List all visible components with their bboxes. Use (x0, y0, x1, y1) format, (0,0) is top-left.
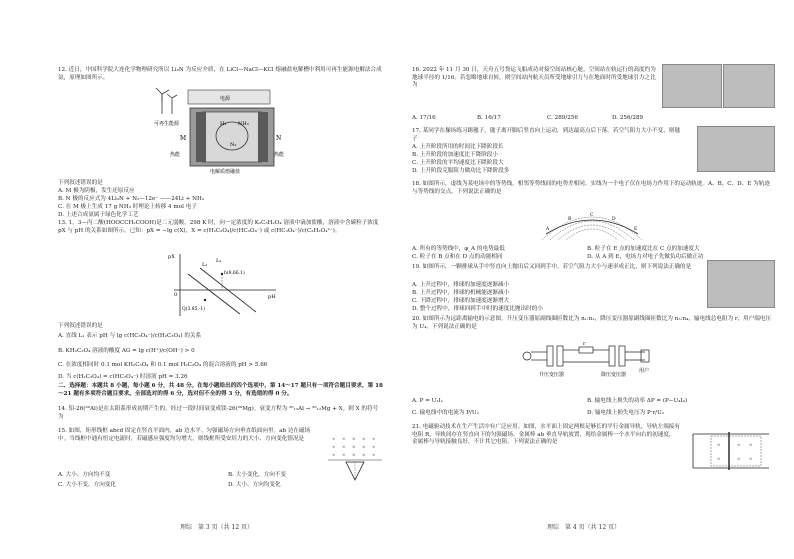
q18-option-c: C. 粒子在 B 点和在 D 点的动能相同 (412, 254, 503, 260)
q20-step-down-label: 降压变压器 (601, 372, 627, 378)
q13-point-q-label: Q(3.85,-1) (182, 307, 206, 312)
page-4 (397, 0, 794, 559)
q18-point-e: E (634, 227, 638, 232)
q13-line1-label: L₁ (202, 262, 208, 268)
q15-option-b: B. 大小变化，方向不变 (228, 472, 287, 478)
svg-text:×: × (342, 452, 346, 457)
svg-text:×: × (352, 444, 356, 449)
q12-option-c: C. 在 M 极上生成 17 g NH₃ 时理论上转移 4 mol 电子 (58, 204, 197, 210)
q20-step-up-label: 升压变压器 (539, 372, 565, 378)
q16-option-d: D. 256/289 (612, 115, 644, 121)
n2-label: N₂ (230, 142, 237, 148)
svg-text:×: × (332, 444, 336, 449)
q18-point-d: D (612, 217, 616, 222)
svg-text:×: × (372, 452, 376, 457)
q15-stem: 15. 如图，矩形线框 abcd 固定在竖直平面内，ab 边水平。匀强磁场方向垂直纸面向里。ab 边在磁场中。当线框中通有恒定电流时，若磁感应强度均匀增大，则线框所受安培力的大小、方向变化情况是 (58, 428, 311, 442)
q20-stem: 20. 如图所示为远距离输电的示意图。升压变压器原副线圈匝数比为 n₁:n₂，降压变压器原副线圈匝数比为 n₃:n₄，输电线总电阻为 r，用户端电压为 U₄，下列说法正确的是 (412, 316, 772, 330)
svg-text:×: × (352, 436, 356, 441)
svg-text:×: × (362, 444, 366, 449)
q16-option-b: B. 16/17 (477, 115, 501, 121)
q20-r-label: r (583, 341, 586, 347)
svg-text:×: × (352, 452, 356, 457)
q12-electrolysis-figure (150, 84, 290, 176)
power-label: 电源 (220, 96, 231, 102)
svg-text:×: × (342, 436, 346, 441)
m-label: M (180, 135, 187, 142)
q20-option-a: A. P = U₁I₁ (412, 398, 444, 404)
h2-label: H₂ (220, 121, 227, 127)
q16-option-c: C. 289/256 (547, 115, 578, 121)
q21-stem: 21. 电磁驱动技术在生产生活中有广泛应用。如图，水平面上固定两根足够长的平行金属导轨，导轨左端接有电阻 R，导轨间存在竖直向下的匀强磁场。金属棒 ab 垂直导轨放置，现给金属棒一个水平向右的初速度，金属棒与导轨接触良好，不计其它电阻。下列说法正确的是 (412, 424, 680, 446)
q13-x-axis-label: pH (268, 294, 276, 300)
q13-option-a: A. 直线 L₁ 表示 pH 与 lg c(HC₃O₄⁻)/c(H₂C₃O₄) 的关系 (58, 333, 202, 339)
q13-stem: 13. 1，3—丙二酸(HOOCCH₂COOH)是二元弱酸。298 K 时，向一定浓度的 K₂C₃H₂O₄ 溶液中滴加盐酸，溶液中含碳粒子浓度 pX 与 pH 的关系如图所示。已知：pX = −lg c(X)，X = c(H₂C₃O₄)/c(HC₃O₄⁻) 或 c(HC₃O₄⁻)/c(C₃H₂O₄²⁻)。 (58, 220, 379, 234)
q21-rail-figure (689, 426, 773, 476)
heat-left-label: 热能 (170, 152, 181, 158)
q20-transmission-figure (517, 338, 657, 380)
q12-option-a: A. M 极为阴极，发生还原反应 (58, 188, 135, 194)
nh3-label: NH₃ (238, 121, 249, 127)
q17-option-b: B. 上升阶段的加速度比下降阶段小 (412, 152, 498, 158)
q13-option-d: D. 当 c(H₂C₃O₄) = c(HC₃O₄⁻) 时溶液 pH = 3.26 (58, 374, 188, 380)
section-2-heading: 二、选择题：本题共 8 小题，每小题 6 分，共 48 分。在每小题给出的四个选项中，第 14～17 题只有一项符合题目要求，第 18～21 题有多项符合题目要求。全部选对的得 6 分，选对但不全的得 3 分，有选错的得 0 分。 (58, 383, 383, 397)
svg-text:×: × (362, 436, 366, 441)
q13-y-axis-label: pX (168, 254, 175, 260)
q12-option-d: D. 上述合成氨属于绿色化学工艺 (58, 212, 139, 218)
svg-text:×: × (362, 452, 366, 457)
q19-stem: 19. 如图所示，一颗排球从手中竖直向上抛出后又回到手中。若空气阻力大小与速率成正比，则下列说法正确的是 (412, 264, 692, 270)
q19-option-d: D. 整个过程中，排球回到手中时的速度比抛出时的小 (412, 306, 543, 312)
q15-option-a: A. 大小、方向均不变 (58, 472, 111, 478)
svg-text:×: × (717, 456, 721, 461)
q18-point-a: A (546, 227, 550, 232)
q18-option-a: A. 所有的等势线中，φ_A 的电势最低 (412, 246, 505, 252)
page-3-footer: 理综 第 3 页（共 12 页） (180, 524, 254, 531)
q15-option-d: D. 大小、方向均变化 (228, 482, 281, 488)
q17-option-c: C. 上升阶段的平均速度比下降阶段大 (412, 160, 504, 166)
q18-stem: 18. 如图所示，虚线为某电场中的等势线，相邻等势线间的电势差相同。实线为一个电子仅在电场力作用下的运动轨迹。A、B、C、D、E 为轨迹与等势线的交点，下列说法正确的是 (412, 181, 770, 195)
svg-text:×: × (342, 444, 346, 449)
q17-option-d: D. 上升阶段克服阻力做功比下降阶段多 (412, 168, 510, 174)
q13-option-b: B. KH₂C₃O₄ 溶液的酸度 AG = lg c(H⁺)/c(OH⁻) > 0 (58, 348, 195, 354)
q13-question: 下列叙述错误的是 (58, 323, 103, 329)
q15-magnetic-field-figure (326, 432, 384, 488)
q20-option-d: D. 输电线上损失电压为 P·r/U₂ (587, 410, 665, 416)
q12-question: 下列叙述错误的是 (58, 180, 103, 186)
wind-turbine-icon (156, 88, 177, 114)
q19-option-c: C. 下降过程中，排球的加速度逐渐增大 (412, 298, 510, 304)
q16-option-a: A. 17/16 (412, 115, 436, 121)
q19-option-b: B. 上升过程中，排球的机械能逐渐减小 (412, 290, 510, 296)
q20-option-c: C. 输电线中的电流为 P/U₂ (412, 410, 479, 416)
renewable-label: 可再生能源 (154, 121, 180, 127)
svg-text:×: × (749, 456, 753, 461)
svg-text:×: × (737, 456, 741, 461)
svg-text:×: × (332, 452, 336, 457)
svg-text:×: × (717, 442, 721, 447)
q13-line2-label: L₂ (216, 258, 222, 264)
q18-option-d: D. 从 A 到 E，电场力对电子先做负功后做正功 (587, 254, 704, 260)
electrolyte-label: 电解质熔融盐 (210, 169, 241, 175)
q13-point-b-label: b(8,66.1) (224, 271, 245, 276)
svg-text:×: × (737, 442, 741, 447)
q13-px-ph-graph (160, 250, 280, 320)
q20-option-b: B. 输电线上损失的功率 ΔP = (P−U₄I₄) (587, 398, 688, 404)
q13-option-c: C. 在浓度相同时 0.1 mol KH₂C₃O₄ 和 0.1 mol H₂C₃O₄ 的混合溶液的 pH > 5.66 (58, 362, 268, 368)
q17-option-a: A. 上升阶段所用的时间比下降阶段长 (412, 144, 504, 150)
q17-stem: 17. 某同学在操场练习踢毽子，毽子离开脚后竖直向上运动，到达最高点后下落。若空气阻力大小不变，则毽子 (412, 128, 680, 142)
svg-text:×: × (372, 444, 376, 449)
q19-volleyball-photo (707, 260, 775, 308)
q18-point-b: B (568, 217, 572, 222)
svg-text:×: × (332, 436, 336, 441)
svg-text:×: × (372, 436, 376, 441)
q12-option-b: B. N 极的反应式为 4Li₃N + N₂—12e⁻ ——24Li + NH₃ (58, 196, 205, 202)
n-label: N (276, 135, 282, 142)
q13-origin-label: 0 (174, 292, 178, 298)
q19-option-a: A. 上升过程中，排球的加速度逐渐减小 (412, 282, 510, 288)
q18-point-c: C (590, 213, 594, 218)
q18-equipotential-figure (532, 200, 652, 244)
q16-space-photo (662, 64, 722, 108)
q15-option-c: C. 大小不变，方向变化 (58, 482, 116, 488)
q16-astronaut-photo (723, 64, 775, 108)
q18-option-b: B. 粒子在 E 点的加速度比在 C 点的加速度大 (587, 246, 700, 252)
svg-text:×: × (749, 442, 753, 447)
heat-right-label: 热能 (274, 152, 285, 158)
page-4-footer: 理综 第 4 页（共 12 页） (547, 524, 621, 531)
q14-stem: 14. 铝-26(²⁶Al)是在太阳系形成初期产生的，经过一段时间衰变成镁-26(²⁶Mg)。衰变方程为 ²⁶₁₃Al → ²⁶₁₂Mg + X。则 X 的符号为 (58, 406, 379, 420)
q17-shuttlecock-photo (697, 126, 775, 172)
q20-user-label: 用户 (639, 368, 650, 374)
q12-stem: 12. 近日，中国科学院大连化学物理研究所以 Li₃N 为反应介质，在 LiCl—NaCl—KCl 熔融盐电解槽中利用可再生能源电解法合成氨，原理如图所示。 (58, 67, 382, 81)
q16-stem: 16. 2022 年 11 月 30 日，天舟五号货运飞船成功对接空间站核心舱，空间站在轨运行的高度约为地球半径的 1/16。若忽略地球自转，则空间站内航天员所受地球引力与在地面时所受地球引力之比为 (412, 67, 656, 89)
